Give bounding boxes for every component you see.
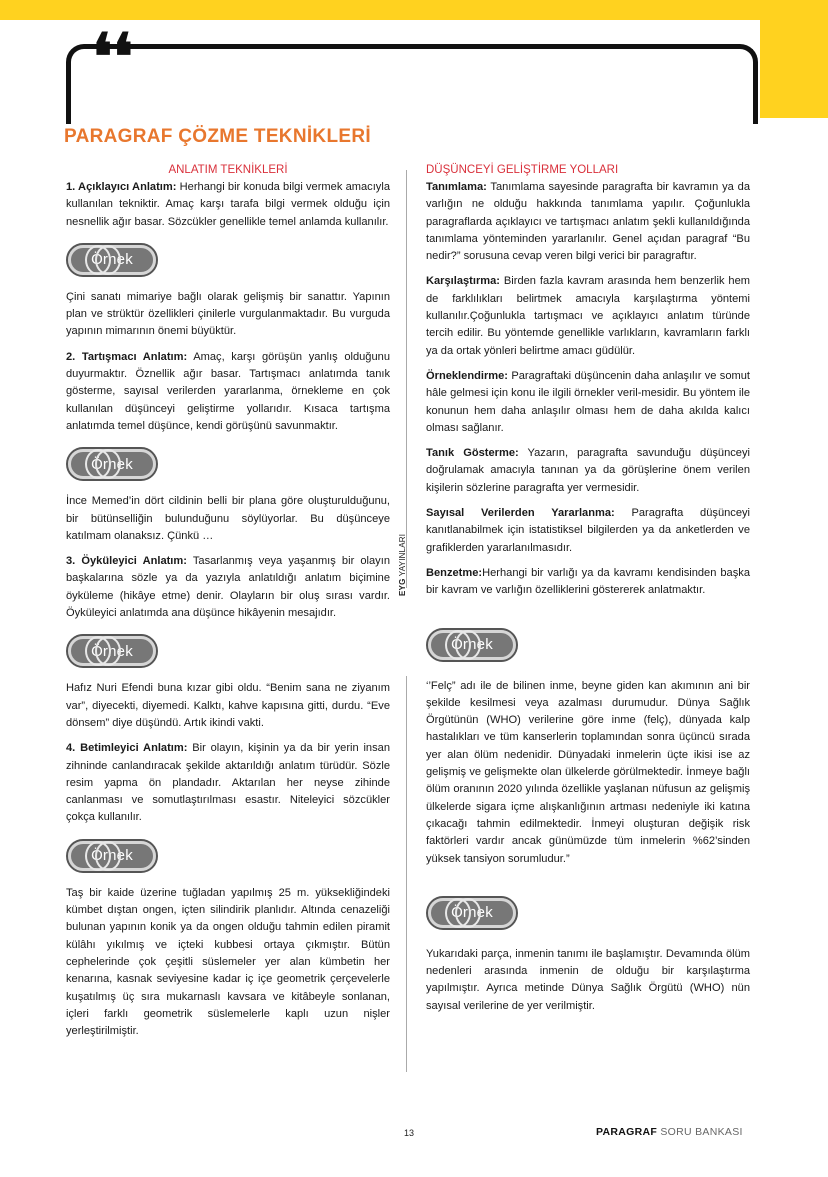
paragraph-oykuleyici: [66, 553, 390, 622]
example-badge-pill: [68, 841, 156, 871]
page-title: PARAGRAF ÇÖZME TEKNİKLERİ: [64, 126, 371, 147]
yellow-top-band: [0, 0, 828, 20]
badge-ring-icon: [455, 630, 481, 660]
text-betimleyici: Bir olayın, kişinin ya da bir yerin insan zihninde canlandıracak şekilde aktarıldığı anlatım türüdür. Sözle resim yapma ön plandadır. Aktarılan her neyse zihinde canlanması ve somutlaştırılması esastır. Niteleyici sözcükler çokça kullanılır.: [66, 742, 390, 824]
term-karsilastirma: Karşılaştırma:: [426, 275, 500, 288]
footer-brand-light: SORU BANKASI: [657, 1126, 743, 1138]
paragraph-aciklayici: [66, 179, 390, 231]
term-tanimlama: Tanımlama:: [426, 181, 487, 193]
paragraph-tanimlama: [426, 179, 750, 265]
term-tanik-gosterme: Tanık Gösterme:: [426, 447, 519, 460]
example-badge-label: Örnek: [91, 847, 133, 865]
badge-ring-icon: [95, 636, 121, 666]
example-text-stroke: ‘’Felç” adı ile de bilinen inme, beyne giden kan akımının ani bir şekilde kesilmesi veya azalması durumudur. Dünya Sağlık Örgütünün (WHO) verilerine göre inme (felç), dünyada kalp hastalıkları ve tüm kanserlerin toplamından sonra üçüncü sırada yer alan ölüm nedenidir. Dünyadaki inmelerin üçte ikisi ise az gelişmiş ve gelişmekte olan ülkelerde görülmektedir. İnmeye bağlı ölüm oranının 2020 yılında özellikle yaşlanan nüfusun az gelişmiş ülkelerde sigara içme alışkanlığının artması nedeniyle iki katına çıkacağı tahmin edilmektedir. İnmeyi oluşturan değişik risk faktörleri vardır ancak günümüzde tüm inmelerin %62’sinden yüksek tansiyon sorumludur.”: [426, 679, 750, 865]
publisher-side-label: [398, 534, 407, 596]
example-badge-pill: [428, 630, 516, 660]
paragraph-betimleyici: [66, 740, 390, 826]
example-badge-pill: [428, 898, 516, 928]
page-number: 13: [404, 1128, 415, 1138]
example-text-4: Taş bir kaide üzerine tuğladan yapılmış 25 m. yüksekliğindeki kümbet dıştan ongen, içten silindirik planlıdır. Altında cenazeliği bulunan yapının konik ya da ongen olduğu tahmin edilen piramit külâhı yıkılmış ve içteki kubbesi ortaya çıkmıştır. Bütün cephelerinde çok çeşitli süslemeler yer alan kümbetin her kenarına, kasnak seviyesine kadar iç içe geometrik çerçevelerle kuşatılmış üç sıra mukarnaslı kavsara ve kitâbeyle sonlanan, içleri farklı geometrik süslemelerle kaplı uzun nişler yerleştirilmiştir.: [66, 886, 390, 1038]
text-oykuleyici: Tasarlanmış veya yaşanmış bir olayın başkalarına sözle ya da yazıyla anlatıldığı anlatım biçimine öyküleme (hikâye etme) denir. Olayların bir oluş sırası vardır. Öyküleyici anlatımda ana düşünce hikâyenin mesajıdır.: [66, 555, 390, 620]
column-divider-bottom: [406, 676, 407, 1072]
left-column: [66, 164, 390, 1048]
footer-brand-bold: PARAGRAF: [596, 1126, 658, 1138]
example-badge-label: Örnek: [451, 636, 493, 654]
section-heading-dusunce: DÜŞÜNCEYİ GELİŞTİRME YOLLARI: [426, 164, 619, 176]
section-heading-anlatim: ANLATIM TEKNİKLERİ: [168, 164, 288, 176]
right-column: [426, 164, 750, 1023]
text-tartismaci: Amaç, karşı görüşün yanlış olduğunu duyurmaktır. Öznellik ağır basar. Tartışmacı anlatımda tanık gösterme, sayısal verilerden yararlanma, örnekleme en çok kullanılan düşünceyi geliştirme yollarıdır. Kısaca tartışma anlatımda temel düşünce, kendi görüşünü savunmaktır.: [66, 350, 390, 432]
term-benzetme: Benzetme:: [426, 566, 483, 579]
header-frame: [66, 44, 758, 124]
badge-ring-icon: [95, 449, 121, 479]
example-badge-pill: [68, 449, 156, 479]
example-badge-label: Örnek: [91, 251, 133, 269]
paragraph-karsilastirma: [426, 273, 750, 359]
example-badge: [68, 449, 390, 479]
text-sayisal-veriler: Paragrafta düşünceyi kanıtlanabilmek için istatistiksel bilgilerden ya da anketlerden ve grafiklerden yararlanılmasıdır.: [426, 507, 751, 554]
text-aciklayici: Herhangi bir konuda bilgi vermek amacıyla kullanılan tekniktir. Amaç karşı tarafa bilgi vermek olduğu için nesnellik ağır basar. Sözcükler genellikle temel anlamda kullanılır.: [66, 181, 390, 228]
badge-ring-icon: [95, 245, 121, 275]
term-aciklayici: 1. Açıklayıcı Anlatım:: [66, 181, 177, 193]
example-text-3: Hafız Nuri Efendi buna kızar gibi oldu. “Benim sana ne ziyanım var”, diyecekti, diyemedi. Kalktı, kahve kapısına gitti, durdu. “Eve dönsem” diye düşündü. Artık ikindi vakti.: [66, 682, 390, 729]
quote-icon: ❛❛: [92, 20, 134, 95]
example-badge: [428, 898, 750, 928]
paragraph-orneklendirme: [426, 368, 750, 437]
example-badge-label: Örnek: [91, 455, 133, 473]
publisher-side-label-bold: EYG: [398, 578, 407, 596]
badge-ring-icon: [95, 841, 121, 871]
example-badge-label: Örnek: [91, 642, 133, 660]
example-badge: [68, 245, 390, 275]
term-oykuleyici: 3. Öyküleyici Anlatım:: [66, 555, 187, 568]
example-badge: [68, 636, 390, 666]
text-tanimlama: Tanımlama sayesinde paragrafta bir kavramın ya da varlığın ne olduğu hakkında tanımlama yapılır. Çoğunlukla paragraflarda açıklayıcı ve tartışmacı anlatım şekli kullanıldığında tanımlama yönteminden yararlanılır. Genel açıdan paragraf “Bu nedir?” sorusuna cevap veren bilgi verici bir paragraftır.: [426, 181, 750, 263]
text-benzetme: Herhangi bir varlığı ya da kavramı kendisinden başka bir kavram ve varlığın özelliklerini göstererek anlatmaktır.: [426, 566, 750, 597]
badge-ring-icon: [455, 898, 481, 928]
example-text-analysis: Yukarıdaki parça, inmenin tanımı ile başlamıştır. Devamında ölüm nedenleri arasında inmenin de olduğu bir karşılaştırma yapılmıştır. Ayrıca metinde Dünya Sağlık Örgütü (WHO) nün sayısal verilerine de yer verilmiştir.: [426, 947, 750, 1012]
term-orneklendirme: Örneklendirme:: [426, 369, 508, 382]
term-betimleyici: 4. Betimleyici Anlatım:: [66, 742, 188, 755]
example-badge: [428, 630, 750, 660]
example-badge-label: Örnek: [451, 904, 493, 922]
yellow-side-band: [760, 0, 828, 118]
paragraph-tartismaci: [66, 349, 390, 435]
publisher-side-label-light: YAYINLARI: [398, 533, 407, 579]
paragraph-tanik-gosterme: [426, 445, 750, 497]
example-badge-pill: [68, 245, 156, 275]
term-sayisal-veriler: Sayısal Verilerden Yararlanma:: [426, 507, 615, 520]
text-orneklendirme: Paragraftaki düşüncenin daha anlaşılır ve somut hâle gelmesi için konu ile ilgili örnekler veril-mesidir. Bu yöntem ile konunun hem daha anlaşılır olması hem de daha akılda kalıcı olması sağlanır.: [426, 369, 750, 434]
column-divider-top: [406, 170, 407, 588]
paragraph-sayisal-veriler: [426, 505, 750, 557]
text-karsilastirma: Birden fazla kavram arasında hem benzerlik hem de farklılıkları belirtmek amacıyla karşılaştırma yöntemi kullanılır.Çoğunlukla tartışmacı ve açıklayıcı anlatım türünde tercih edilir. Bu yöntemde genellikle varlıkların, kavramların farklı ya da ortak yönleri belirtme amacı güdülür.: [426, 275, 750, 357]
footer-brand: [596, 1126, 743, 1138]
example-badge-pill: [68, 636, 156, 666]
example-text-2: İnce Memed’in dört cildinin belli bir plana göre oluşturulduğunu, bir bütünselliğin bulunduğunu söylüyorlar. Bu düşünceye katılmam olanaksız. Çünkü …: [66, 495, 390, 542]
example-badge: [68, 841, 390, 871]
term-tartismaci: 2. Tartışmacı Anlatım:: [66, 350, 188, 363]
example-text-1: Çini sanatı mimariye bağlı olarak gelişmiş bir sanattır. Yapının plan ve strüktür özellikleri çinilerle vurgulanmaktadır. Bu vurguda yapının mimarının önemi büyüktür.: [66, 290, 390, 338]
paragraph-benzetme: [426, 565, 750, 600]
text-tanik-gosterme: Yazarın, paragrafta savunduğu düşünceyi doğrulamak amacıyla tanınan ya da görüşlerine önem verilen kişilerin sözlerine paragrafta yer vermesidir.: [426, 447, 750, 494]
